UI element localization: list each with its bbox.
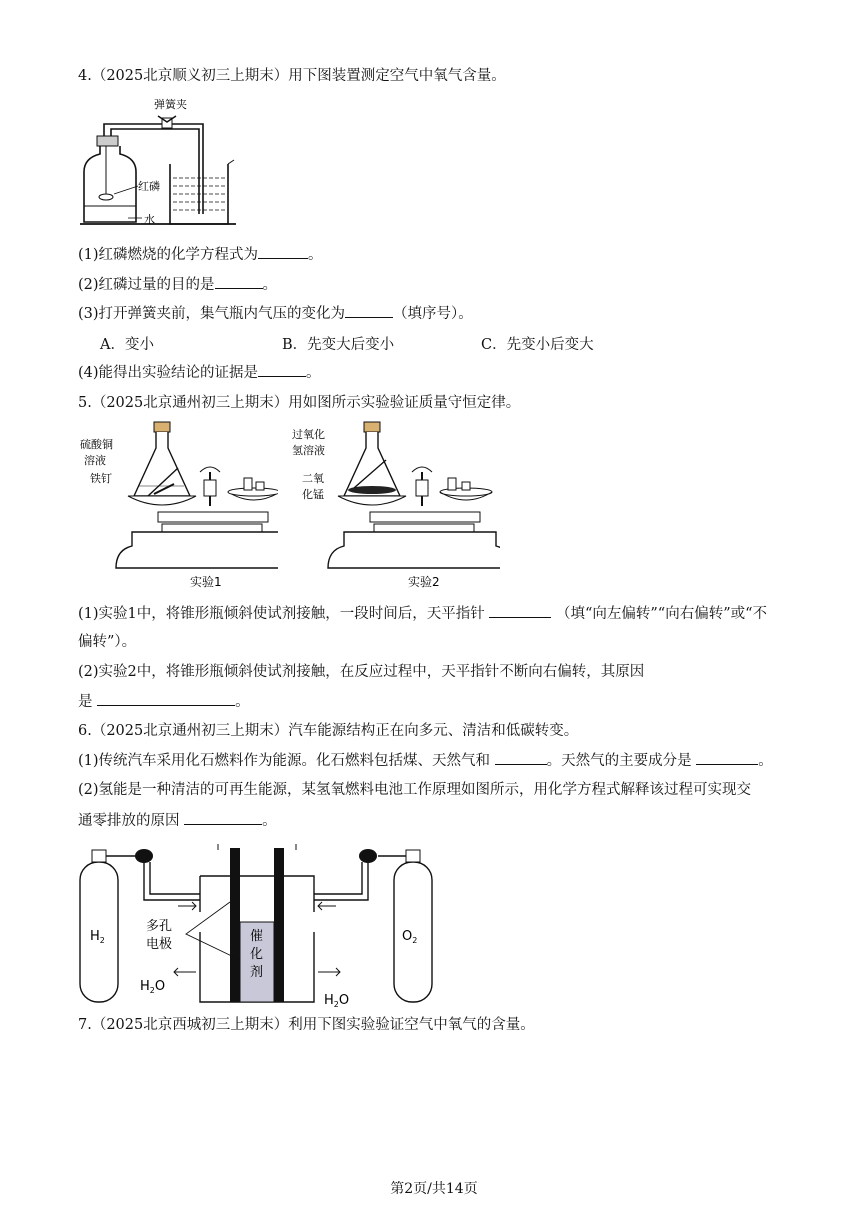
answer-blank[interactable] (345, 303, 393, 318)
q5-experiment1-figure (78, 418, 278, 593)
water-label: 水 (144, 213, 155, 226)
answer-blank[interactable] (258, 362, 306, 377)
caption-experiment1: 实验1 (190, 575, 222, 589)
answer-blank[interactable] (495, 750, 547, 765)
q6-fuel-cell-figure (78, 840, 438, 1010)
electrode-label-1: 多孔 (146, 919, 173, 934)
q4-part1: (1)红磷燃烧的化学方程式为 。 (78, 244, 323, 265)
q4-title: 4.（2025北京顺义初三上期末）用下图装置测定空气中氧气含量。 (78, 68, 506, 84)
water-out-left: $H_2O$ (140, 979, 166, 995)
q5-experiment2-figure (290, 418, 500, 593)
q6-part2-cont: 通零排放的原因 。 (78, 810, 277, 831)
label-hydrogen-peroxide: 过氧化 (292, 428, 325, 441)
q4-part4: (4)能得出实验结论的证据是 。 (78, 362, 321, 383)
answer-blank[interactable] (184, 810, 262, 825)
label-manganese1: 二氧 (302, 472, 324, 485)
q5-title: 5.（2025北京通州初三上期末）用如图所示实验验证质量守恒定律。 (78, 395, 521, 411)
h2-label: $H_2$ (90, 929, 105, 945)
answer-blank[interactable] (696, 750, 758, 765)
caption-experiment2: 实验2 (408, 575, 440, 589)
q5-part1: (1)实验1中，将锥形瓶倾斜使试剂接触，一段时间后，天平指针 （填“向左偏转”“向右偏转”或“不 (78, 603, 767, 624)
electrode-label-2: 电极 (146, 937, 173, 952)
label-manganese2: 化锰 (302, 488, 324, 501)
answer-blank[interactable] (97, 691, 235, 706)
label-solution2: 氢溶液 (292, 444, 325, 457)
q5-part1-cont: 偏转”）。 (78, 634, 137, 650)
label-copper-sulfate: 硫酸铜 (80, 438, 113, 451)
catalyst-label-1: 催 (250, 929, 264, 944)
option-b: B．先变大后变小 (282, 337, 395, 353)
spring-clip (158, 116, 176, 128)
catalyst-label-3: 剂 (250, 965, 264, 980)
answer-blank[interactable] (215, 274, 263, 289)
page-footer: 第2页/共14页 (390, 1181, 478, 1197)
label-solution: 溶液 (84, 454, 106, 467)
q6-title: 6.（2025北京通州初三上期末）汽车能源结构正在向多元、清洁和低碳转变。 (78, 723, 579, 739)
q4-apparatus-figure (78, 94, 238, 234)
q4-part3: (3)打开弹簧夹前，集气瓶内气压的变化为 （填序号）。 (78, 303, 473, 324)
phosphorus-label: 红磷 (138, 180, 160, 193)
label-iron-nail: 铁钉 (90, 472, 112, 485)
clip-label: 弹簧夹 (154, 98, 187, 111)
answer-blank[interactable] (258, 244, 308, 259)
q4-part2: (2)红磷过量的目的是 。 (78, 274, 277, 295)
option-c: C．先变小后变大 (481, 337, 594, 353)
o2-label: $O_2$ (402, 929, 418, 945)
option-a: A．变小 (100, 337, 154, 353)
q6-part1: (1)传统汽车采用化石燃料作为能源。化石燃料包括煤、天然气和 。天然气的主要成分是 。 (78, 750, 773, 771)
catalyst-label-2: 化 (250, 947, 264, 962)
q7-title: 7.（2025北京西城初三上期末）利用下图实验验证空气中氧气的含量。 (78, 1017, 535, 1033)
q5-part2: (2)实验2中，将锥形瓶倾斜使试剂接触，在反应过程中，天平指针不断向右偏转，其原因 (78, 664, 645, 680)
q5-part2-cont: 是 。 (78, 691, 250, 712)
water-out-right: $H_2O$ (324, 993, 350, 1009)
q6-part2: (2)氢能是一种清洁的可再生能源，某氢氧燃料电池工作原理如图所示，用化学方程式解释该过程可实现交 (78, 782, 752, 798)
answer-blank[interactable] (489, 603, 551, 618)
